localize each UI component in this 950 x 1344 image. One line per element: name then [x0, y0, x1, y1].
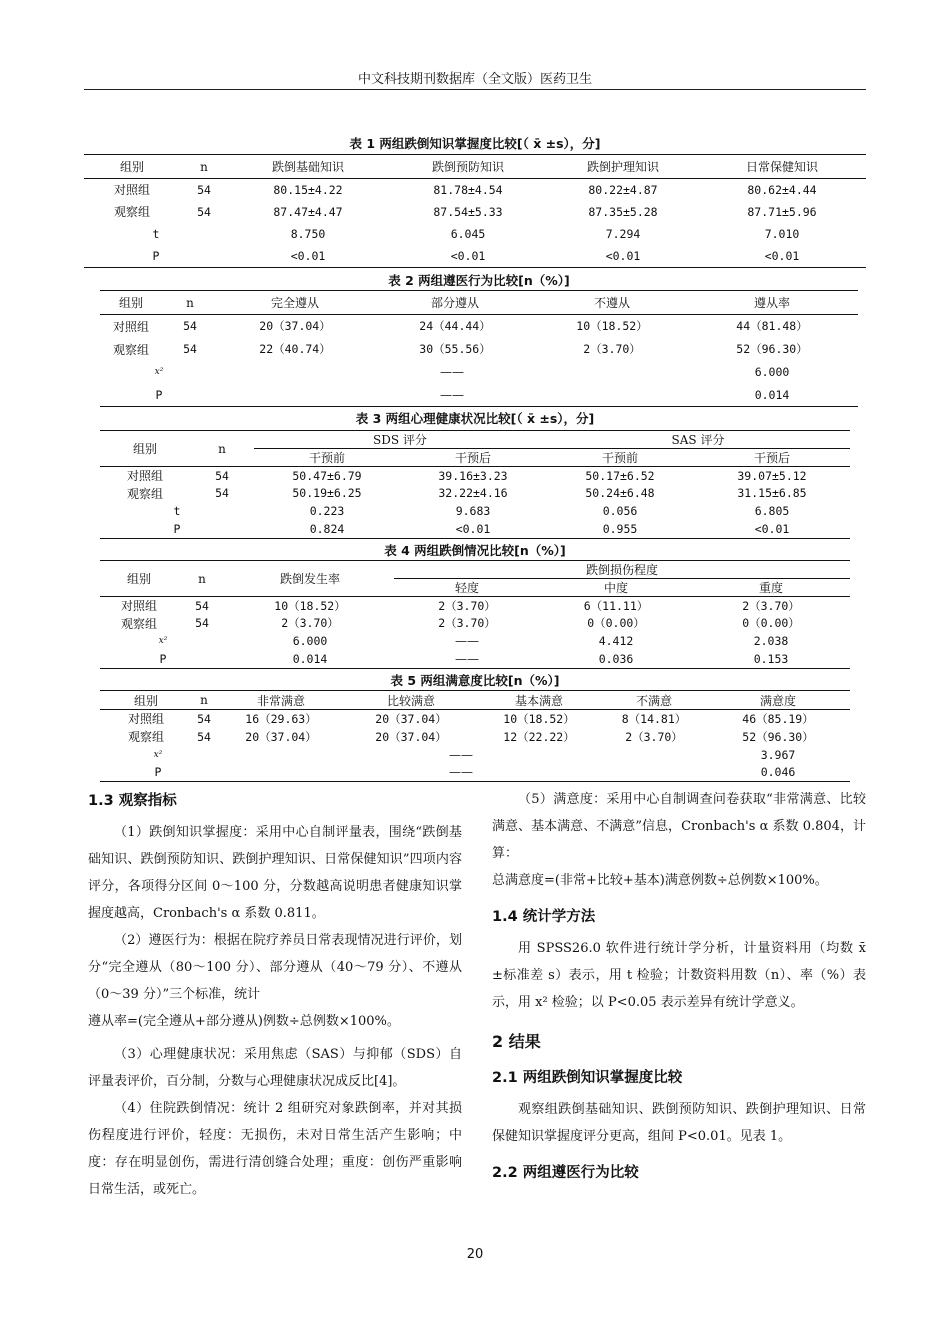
- table1-header-cell: 跌倒预防知识: [388, 155, 548, 179]
- section-heading-1-3: 1.3 观察指标: [88, 793, 177, 809]
- table-cell: 50.47±6.79: [292, 468, 362, 483]
- table-cell: P: [84, 245, 228, 268]
- table-row: [100, 467, 850, 485]
- table3-subheader: 干预后: [694, 449, 850, 467]
- table4-subheader: 中度: [540, 579, 692, 597]
- table-cell: 对照组: [127, 712, 164, 727]
- table-cell: P: [100, 650, 226, 668]
- table-cell: ——: [216, 764, 706, 782]
- journal-header: 中文科技期刊数据库（全文版）医药卫生: [357, 72, 592, 87]
- table2: [100, 290, 858, 407]
- table-cell: 0.014: [226, 650, 394, 668]
- table-cell: ——: [449, 747, 473, 762]
- table1: [84, 154, 866, 268]
- table-cell: 6.045: [450, 226, 486, 241]
- table-cell: 54: [197, 711, 211, 726]
- table-cell: <0.01: [388, 245, 548, 268]
- table-cell: 3.967: [760, 747, 796, 762]
- table-row: [100, 710, 850, 728]
- table-cell: 54: [197, 729, 211, 744]
- table-cell: 0.014: [686, 384, 858, 407]
- table-cell: 观察组: [120, 616, 157, 631]
- table-row: [100, 650, 850, 668]
- table1-header-cell: n: [180, 155, 228, 179]
- page-number: 20: [466, 1247, 484, 1262]
- table-cell: 31.15±6.85: [737, 486, 807, 500]
- table-cell: 52（96.30）: [742, 729, 814, 744]
- table2-header-cell: 部分遵从: [372, 291, 538, 315]
- table-cell: 54: [183, 319, 197, 334]
- table-cell: 12（22.22）: [503, 729, 575, 744]
- table-cell: P: [100, 520, 254, 538]
- table-cell: <0.01: [698, 245, 866, 268]
- table-cell: 对照组: [126, 469, 163, 483]
- satisfaction-formula: 总满意度=(非常+比较+基本)满意例数÷总例数×100%。: [492, 873, 828, 888]
- table-cell: 52（96.30）: [736, 342, 808, 356]
- paragraph-falls: （4）住院跌倒情况：统计 2 组研究对象跌倒率，并对其损伤程度进行评价，轻度：无损伤，未对日常生活产生影响；中度：存在明显创伤，需进行清创缝合处理；重度：创伤严重影响日常生活，或死亡。: [88, 1101, 462, 1197]
- table-cell: 87.35±5.28: [588, 204, 658, 219]
- table-cell: 46（85.19）: [742, 711, 814, 726]
- table-cell: 观察组: [126, 486, 163, 501]
- table-row: [84, 179, 866, 201]
- table-row: [100, 746, 850, 764]
- table-cell: 20（37.04）: [259, 319, 331, 334]
- table-cell: 44（81.48）: [736, 319, 808, 334]
- table5: [100, 690, 850, 782]
- table5-header-cell: 满意度: [706, 691, 850, 710]
- table-cell: t: [152, 226, 160, 241]
- table-cell: 54: [215, 468, 229, 483]
- table-cell: 6（11.11）: [583, 598, 649, 613]
- table-row: [100, 502, 850, 520]
- table-row: [100, 728, 850, 746]
- right-column: [492, 786, 866, 1187]
- table5-header-cell: 非常满意: [216, 691, 346, 710]
- table-row: [84, 223, 866, 245]
- table-cell: 10（18.52）: [503, 711, 575, 726]
- table-row: [100, 338, 858, 361]
- table-cell: 20（37.04）: [245, 729, 317, 744]
- table-cell: t: [173, 504, 181, 518]
- table-cell: <0.01: [400, 520, 546, 538]
- table-cell: <0.01: [548, 245, 698, 268]
- table-cell: 87.54±5.33: [433, 204, 503, 219]
- table3: [100, 430, 850, 539]
- table-cell: 39.16±3.23: [438, 468, 508, 483]
- table-cell: 50.24±6.48: [585, 486, 655, 500]
- table-cell: 观察组: [112, 342, 149, 357]
- table-cell: 10（18.52）: [274, 598, 346, 613]
- table-row: [100, 315, 858, 338]
- table-cell: 观察组: [113, 205, 150, 219]
- section-heading-2-2: 2.2 两组遵医行为比较: [492, 1165, 639, 1181]
- table-cell: 观察组: [127, 730, 164, 744]
- table-cell: 6.805: [754, 504, 790, 518]
- table3-sas-header: SAS 评分: [546, 431, 850, 449]
- table-cell: 10（18.52）: [576, 319, 648, 334]
- table1-header-cell: 跌倒基础知识: [228, 155, 388, 179]
- table-cell: P: [100, 384, 218, 407]
- table-cell: 20（37.04）: [375, 729, 447, 744]
- table-cell: 2（3.70）: [583, 342, 641, 356]
- table-cell: 2（3.70）: [438, 598, 496, 613]
- table3-n-header: n: [190, 431, 254, 467]
- paragraph-compliance: （2）遵医行为：根据在院疗养员日常表现情况进行评价，划分“完全遵从（80～100 分）、部分遵从（40～79 分）、不遵从（0～39 分）”三个标准，统计: [88, 933, 462, 1002]
- table-cell: 81.78±4.54: [433, 182, 503, 197]
- table3-subheader: 干预前: [546, 449, 694, 467]
- table-cell: 2（3.70）: [281, 616, 339, 630]
- table-cell: 对照组: [120, 599, 157, 613]
- table-cell: 4.412: [598, 634, 634, 648]
- table-row: [100, 597, 850, 615]
- paragraph-satisfaction: （5）满意度：采用中心自制调查问卷获取“非常满意、比较满意、基本满意、不满意”信息，Cronbach's α 系数 0.804，计算：: [492, 792, 866, 861]
- table-cell: 0.153: [692, 650, 850, 668]
- table5-title: 表 5 两组满意度比较[n（%）]: [390, 673, 560, 688]
- paragraph-result-knowledge: 观察组跌倒基础知识、跌倒预防知识、跌倒护理知识、日常保健知识掌握度评分更高，组间 P<0.01。见表 1。: [492, 1102, 866, 1144]
- table-cell: 30（55.56）: [419, 342, 491, 356]
- table-cell: 0.223: [309, 504, 345, 518]
- table-cell: 7.010: [764, 226, 800, 241]
- table-cell: 54: [215, 486, 229, 500]
- table-cell: 50.17±6.52: [585, 468, 655, 483]
- table-cell: 54: [197, 204, 211, 219]
- table-cell: x²: [154, 367, 164, 377]
- table-row: [100, 614, 850, 632]
- table2-header-cell: 完全遵从: [218, 291, 372, 315]
- table-cell: 7.294: [605, 226, 641, 241]
- table5-header-cell: 组别: [100, 691, 192, 710]
- table-cell: ——: [394, 650, 540, 668]
- table5-header-cell: n: [192, 691, 216, 710]
- table3-group-header: 组别: [100, 431, 190, 467]
- table-cell: 80.15±4.22: [273, 182, 343, 197]
- table-cell: 2.038: [753, 634, 789, 648]
- table-cell: <0.01: [694, 520, 850, 538]
- table-cell: 0.036: [540, 650, 692, 668]
- table-cell: 80.62±4.44: [747, 182, 817, 197]
- table-cell: 39.07±5.12: [737, 468, 807, 483]
- table-cell: x²: [153, 749, 163, 760]
- table-cell: 80.22±4.87: [588, 182, 658, 197]
- table-cell: 2（3.70）: [742, 598, 800, 613]
- table-cell: 24（44.44）: [419, 319, 491, 334]
- table-cell: 0.824: [254, 520, 400, 538]
- compliance-formula: 遵从率=(完全遵从+部分遵从)例数÷总例数×100%。: [88, 1014, 400, 1029]
- table-cell: 16（29.63）: [245, 711, 317, 726]
- table-cell: ——: [218, 384, 686, 407]
- table1-title: 表 1 两组跌倒知识掌握度比较[（ x̄ ±s），分]: [349, 136, 601, 151]
- table-row: [84, 245, 866, 268]
- table3-sds-header: SDS 评分: [254, 431, 546, 449]
- table-cell: P: [100, 764, 216, 782]
- section-heading-2-1: 2.1 两组跌倒知识掌握度比较: [492, 1070, 683, 1086]
- table-row: [100, 632, 850, 650]
- table2-header-cell: n: [162, 291, 218, 315]
- table-cell: 32.22±4.16: [438, 486, 508, 500]
- table-cell: 6.000: [292, 634, 328, 648]
- table-row: [100, 520, 850, 538]
- table2-header-cell: 遵从率: [686, 291, 858, 315]
- table-cell: 22（40.74）: [259, 342, 331, 356]
- table-cell: 8.750: [290, 226, 326, 241]
- table3-subheader: 干预后: [400, 449, 546, 467]
- table-cell: ——: [440, 365, 464, 379]
- table-cell: 54: [183, 342, 197, 356]
- table-row: [100, 361, 858, 384]
- table-cell: 50.19±6.25: [292, 486, 362, 500]
- table-row: [100, 764, 850, 782]
- table5-header-cell: 比较满意: [346, 691, 476, 710]
- table-cell: 对照组: [112, 319, 149, 334]
- table-cell: 20（37.04）: [375, 711, 447, 726]
- table4-title: 表 4 两组跌倒情况比较[n（%）]: [384, 543, 566, 558]
- table-cell: 8（14.81）: [621, 711, 687, 726]
- table3-subheader: 干预前: [254, 449, 400, 467]
- table-cell: 0（0.00）: [742, 616, 800, 630]
- paragraph-knowledge: （1）跌倒知识掌握度：采用中心自制评量表，围绕“跌倒基础知识、跌倒预防知识、跌倒护理知识、日常保健知识”四项内容评分，各项得分区间 0～100 分，分数越高说明患者健康知识掌握度越高，Cronbach's α 系数 0.811。: [88, 825, 462, 921]
- table-cell: 6.000: [754, 365, 790, 379]
- table-cell: ——: [455, 634, 479, 648]
- table-cell: 54: [197, 182, 211, 197]
- table-cell: 0.955: [546, 520, 694, 538]
- table4: [100, 560, 850, 669]
- table4-subheader: 重度: [692, 579, 850, 597]
- table5-header-cell: 基本满意: [476, 691, 602, 710]
- table1-header-cell: 组别: [84, 155, 180, 179]
- table1-header-cell: 跌倒护理知识: [548, 155, 698, 179]
- table4-n-header: n: [178, 561, 226, 597]
- table4-rate-header: 跌倒发生率: [226, 561, 394, 597]
- paragraph-mental-health: （3）心理健康状况：采用焦虑（SAS）与抑郁（SDS）自评量表评价，百分制，分数与心理健康状况成反比[4]。: [88, 1047, 462, 1089]
- table-row: [100, 484, 850, 502]
- table-cell: 0.046: [706, 764, 850, 782]
- table2-header-cell: 组别: [100, 291, 162, 315]
- table-row: [84, 201, 866, 223]
- left-column: [88, 788, 462, 1203]
- table5-header-cell: 不满意: [602, 691, 706, 710]
- table-cell: 54: [195, 598, 209, 613]
- paragraph-statistics: 用 SPSS26.0 软件进行统计学分析，计量资料用（均数 x̄ ±标准差 s）表示，用 t 检验；计数资料用数（n）、率（%）表示，用 x² 检验；以 P<0.05 表示差异有统计学意义。: [492, 941, 866, 1010]
- section-heading-2: 2 结果: [492, 1032, 541, 1051]
- table2-header-cell: 不遵从: [538, 291, 686, 315]
- table4-group-header: 组别: [100, 561, 178, 597]
- table2-title: 表 2 两组遵医行为比较[n（%）]: [388, 273, 570, 288]
- table-cell: x²: [158, 636, 168, 646]
- header-rule: [84, 89, 866, 90]
- table-cell: <0.01: [228, 245, 388, 268]
- table-cell: 0.056: [602, 504, 638, 518]
- table-cell: 9.683: [455, 504, 491, 518]
- table4-subheader: 轻度: [394, 579, 540, 597]
- table-cell: 对照组: [113, 183, 150, 198]
- table-cell: 87.47±4.47: [273, 204, 343, 219]
- table-cell: 87.71±5.96: [747, 204, 817, 219]
- table-cell: 0（0.00）: [587, 616, 645, 630]
- table4-severity-header: 跌倒损伤程度: [394, 561, 850, 579]
- section-heading-1-4: 1.4 统计学方法: [492, 909, 596, 925]
- table-cell: 54: [195, 616, 209, 630]
- table3-title: 表 3 两组心理健康状况比较[（ x̄ ±s），分]: [355, 411, 595, 426]
- table-row: [100, 384, 858, 407]
- table-cell: 2（3.70）: [625, 729, 683, 744]
- table1-header-cell: 日常保健知识: [698, 155, 866, 179]
- table-cell: 2（3.70）: [438, 616, 496, 630]
